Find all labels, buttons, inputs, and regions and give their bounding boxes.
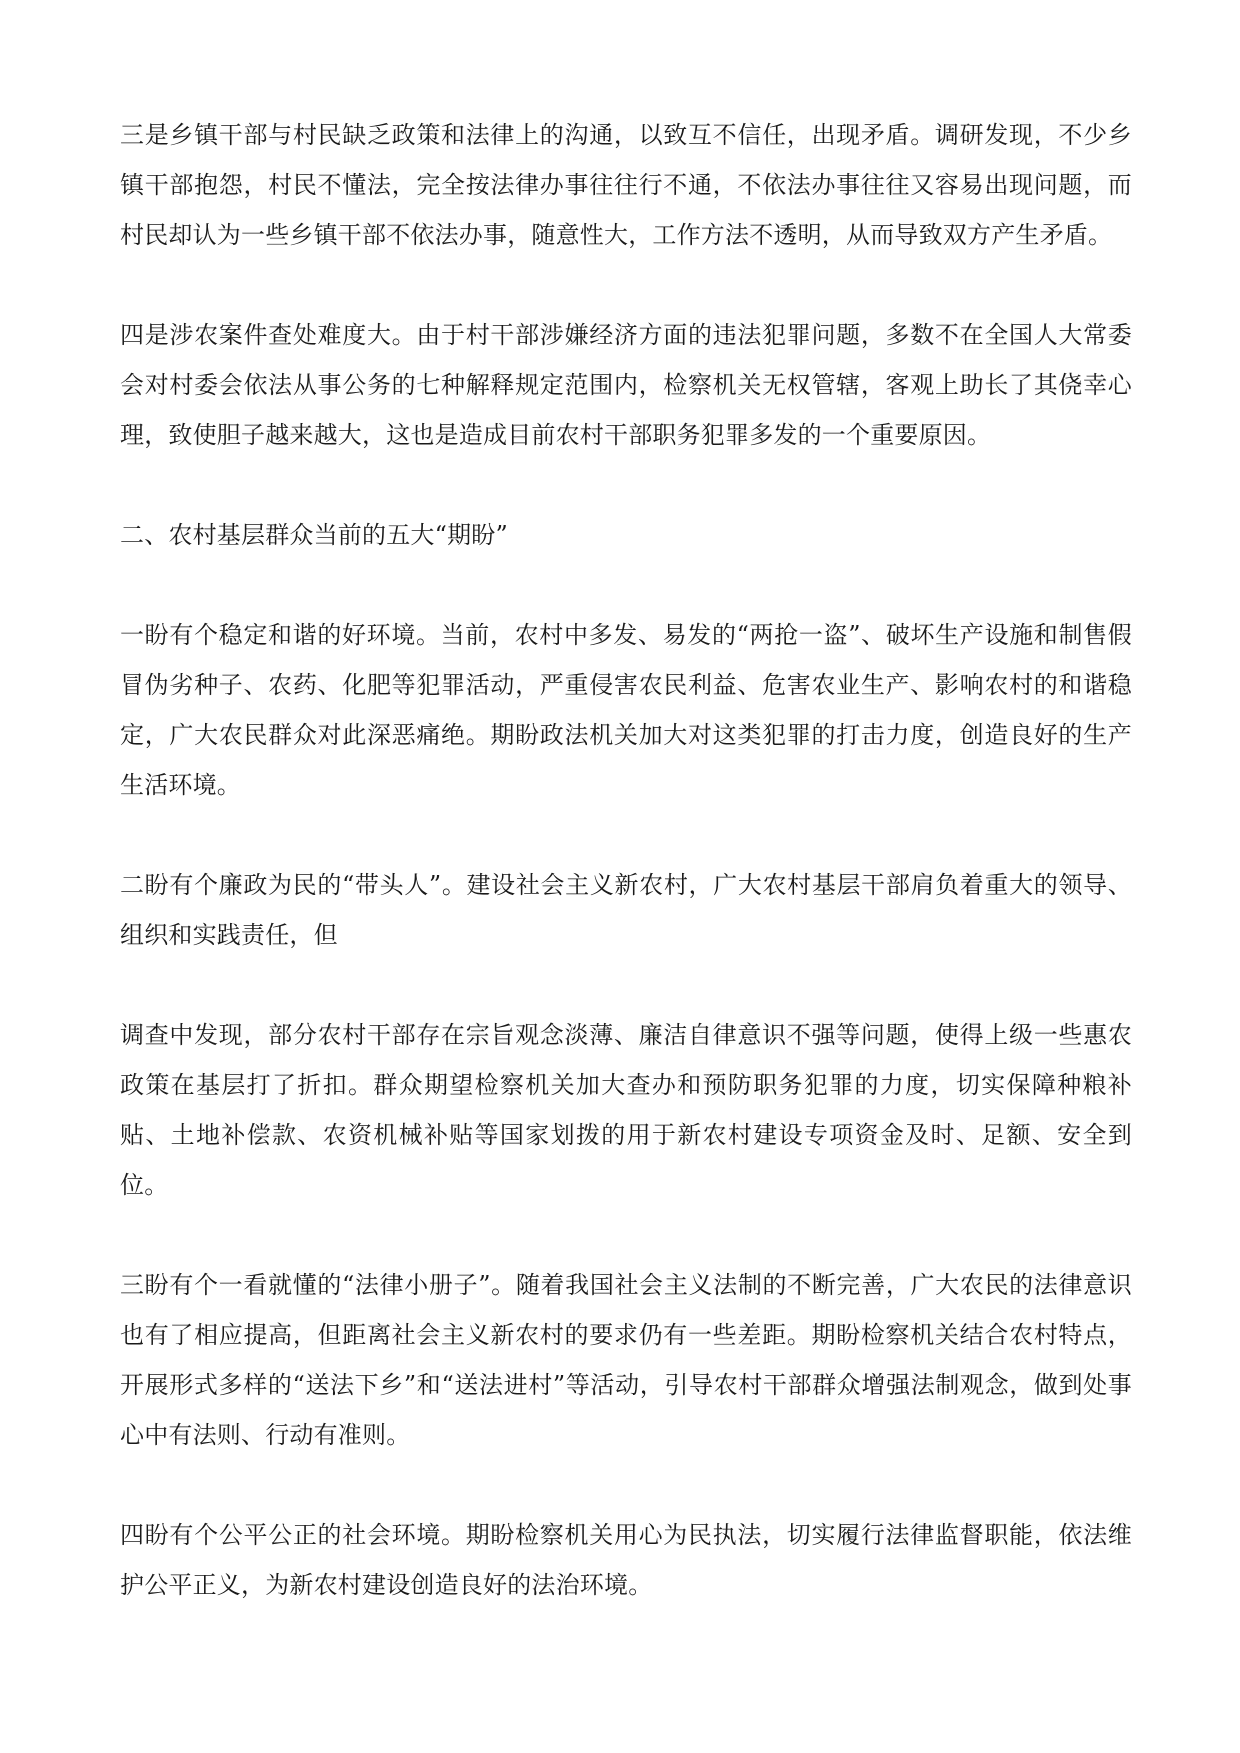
paragraph-third-hope: 三盼有个一看就懂的“法律小册子”。随着我国社会主义法制的不断完善，广大农民的法律意识也有了相应提高，但距离社会主义新农村的要求仍有一些差距。期盼检察机关结合农村特点，开展形式多样的“送法下乡”和“送法进村”等活动，引导农村干部群众增强法制观念，做到处事心中有法则、行动有准则。 [120,1271,1132,1449]
section-heading: 二、农村基层群众当前的五大“期盼” [120,521,508,549]
paragraph-fourth-issue: 四是涉农案件查处难度大。由于村干部涉嫌经济方面的违法犯罪问题，多数不在全国人大常委会对村委会依法从事公务的七种解释规定范围内，检察机关无权管辖，客观上助长了其侥幸心理，致使胆子越来越大，这也是造成目前农村干部职务犯罪多发的一个重要原因。 [120,321,1132,449]
document-page [120,110,1132,1660]
paragraph-fourth-hope: 四盼有个公平公正的社会环境。期盼检察机关用心为民执法，切实履行法律监督职能，依法维护公平正义，为新农村建设创造良好的法治环境。 [120,1521,1132,1599]
paragraph-first-hope: 一盼有个稳定和谐的好环境。当前，农村中多发、易发的“两抢一盗”、破坏生产设施和制售假冒伪劣种子、农药、化肥等犯罪活动，严重侵害农民利益、危害农业生产、影响农村的和谐稳定，广大农民群众对此深恶痛绝。期盼政法机关加大对这类犯罪的打击力度，创造良好的生产生活环境。 [120,621,1132,799]
paragraph-second-hope: 二盼有个廉政为民的“带头人”。建设社会主义新农村，广大农村基层干部肩负着重大的领导、组织和实践责任，但 [120,871,1132,949]
paragraph-third-issue: 三是乡镇干部与村民缺乏政策和法律上的沟通，以致互不信任，出现矛盾。调研发现，不少乡镇干部抱怨，村民不懂法，完全按法律办事往往行不通，不依法办事往往又容易出现问题，而村民却认为一些乡镇干部不依法办事，随意性大，工作方法不透明，从而导致双方产生矛盾。 [120,121,1132,249]
paragraph-survey-finding: 调查中发现，部分农村干部存在宗旨观念淡薄、廉洁自律意识不强等问题，使得上级一些惠农政策在基层打了折扣。群众期望检察机关加大查办和预防职务犯罪的力度，切实保障种粮补贴、土地补偿款、农资机械补贴等国家划拨的用于新农村建设专项资金及时、足额、安全到位。 [120,1021,1132,1199]
